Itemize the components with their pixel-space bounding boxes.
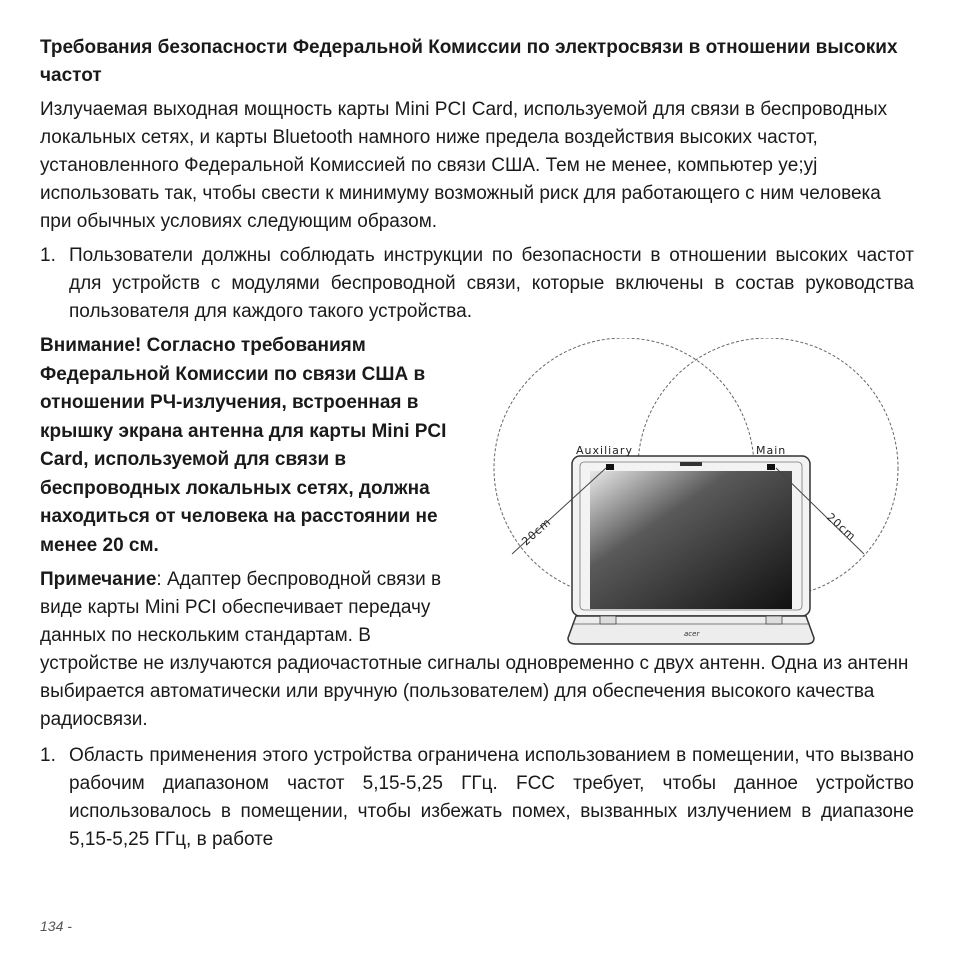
document-page — [40, 34, 914, 860]
aux-distance-label: 20cm — [519, 515, 554, 549]
list-item-2 — [40, 742, 914, 854]
section-heading: Требования безопасности Федеральной Комиссии по электросвязи в отношении высоких частот — [40, 37, 898, 86]
note-text: : Адаптер беспроводной связи в виде карты Mini PCI обеспечивает передачу данных по нескольким стандартам. В устройстве не излучаются радиочастотные сигналы одновременно с двух антенн. Одна из антенн выбирается автоматически или вручную (пользователем) для обеспечения высокого качества радиосвязи. — [40, 569, 909, 730]
warning-paragraph: Внимание! Согласно требованиям Федеральной Комиссии по связи США в отношении РЧ-излучения, встроенная в крышку экрана антенна для карты Mini PCI Card, используемой для связи в беспроводных локальных сетях, должна находиться от человека на расстоянии не менее 20 см. — [40, 335, 447, 556]
main-antenna-marker — [767, 464, 775, 470]
aux-label: Auxiliary — [576, 444, 633, 457]
note-label: Примечание — [40, 569, 157, 590]
main-label: Main — [756, 444, 787, 457]
laptop-logo: acer — [684, 630, 700, 638]
aux-antenna-marker — [606, 464, 614, 470]
laptop-screen — [590, 471, 792, 609]
list-item-1 — [40, 242, 914, 326]
list-text: Пользователи должны соблюдать инструкции по безопасности в отношении высоких частот для устройств с модулями беспроводной связи, которые включены в состав руководства пользователя для каждого такого устройства. — [69, 245, 914, 322]
antenna-diagram — [484, 338, 926, 646]
laptop-antenna-illustration — [484, 338, 926, 646]
list-number: 1. — [40, 745, 56, 766]
page-number: 134 - — [40, 918, 72, 934]
intro-paragraph: Излучаемая выходная мощность карты Mini PCI Card, используемой для связи в беспроводных локальных сетях, и карты Bluetooth намного ниже предела воздействия высоких частот, установленного Федеральной Комиссией по связи США. Тем не менее, компьютер ye;yj использовать так, чтобы свести к минимуму возможный риск для работающего с ним человека при обычных условиях следующим образом. — [40, 99, 888, 232]
main-distance-label: 20cm — [823, 510, 859, 544]
list-text: Область применения этого устройства ограничена использованием в помещении, что вызвано рабочим диапазоном частот 5,15-5,25 ГГц. FCC требует, чтобы данное устройство использовалось в помещении, чтобы избежать помех, вызванных излучением в диапазоне 5,15-5,25 ГГц, в работе — [69, 745, 914, 850]
list-number: 1. — [40, 245, 56, 266]
